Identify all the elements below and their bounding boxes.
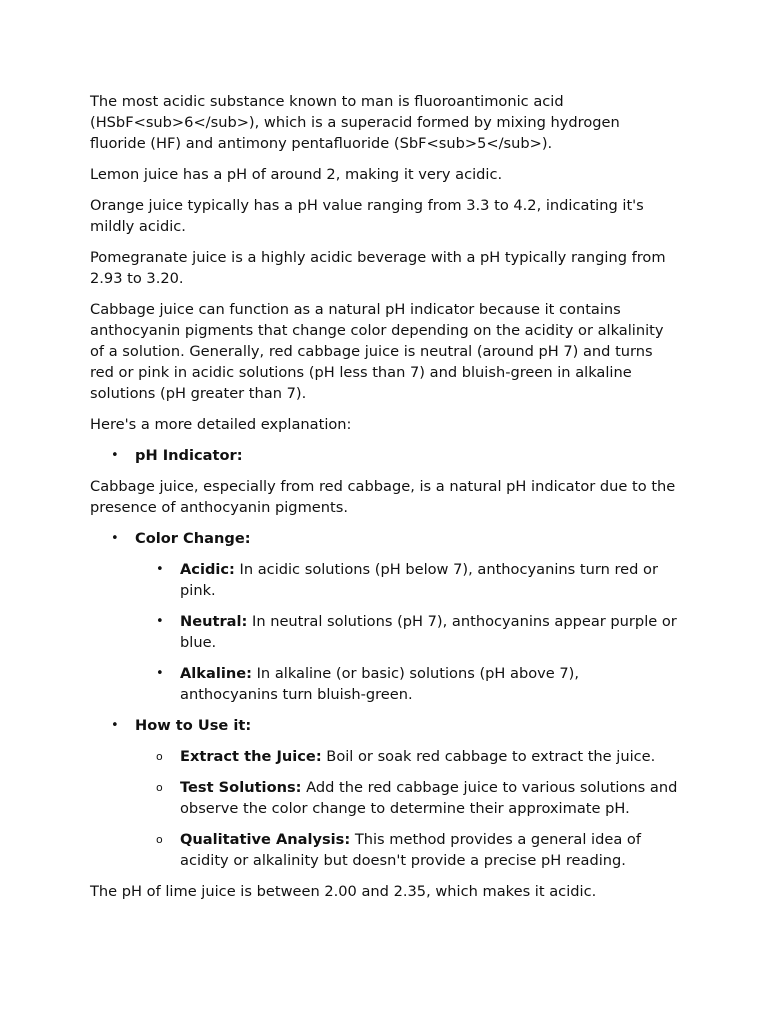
bullet-circle-icon bbox=[156, 777, 163, 798]
list-item-label: Neutral: bbox=[180, 613, 248, 630]
paragraph-lime-juice: The pH of lime juice is between 2.00 and 2.35, which makes it acidic. bbox=[90, 883, 597, 900]
list-item-ph-indicator bbox=[90, 445, 680, 466]
list-item-label: Acidic: bbox=[180, 561, 235, 578]
list-item-qualitative-analysis bbox=[90, 829, 680, 871]
list-item-heading: How to Use it: bbox=[135, 717, 252, 734]
list-item-text: This method provides a general idea of acidity or alkalinity but doesn't provide a precise pH reading. bbox=[180, 831, 641, 869]
paragraph-pomegranate-juice: Pomegranate juice is a highly acidic beverage with a pH typically ranging from 2.93 to 3.20. bbox=[90, 249, 666, 287]
list-item-color-change bbox=[90, 528, 680, 549]
list-item-how-to-use bbox=[90, 715, 680, 736]
list-item-extract-juice bbox=[90, 746, 680, 767]
list-item-label: Qualitative Analysis: bbox=[180, 831, 351, 848]
bullet-disc-icon bbox=[156, 611, 164, 632]
list-item-text: In alkaline (or basic) solutions (pH above 7), anthocyanins turn bluish-green. bbox=[180, 665, 580, 703]
bullet-disc-icon bbox=[156, 663, 164, 684]
paragraph-cabbage-indicator: Cabbage juice, especially from red cabbage, is a natural pH indicator due to the presence of anthocyanin pigments. bbox=[90, 478, 676, 516]
bullet-disc-icon bbox=[156, 559, 164, 580]
list-item-label: Alkaline: bbox=[180, 665, 252, 682]
bullet-disc-icon bbox=[111, 715, 119, 736]
paragraph-superacid: The most acidic substance known to man is fluoroantimonic acid (HSbF<sub>6</sub>), which is a superacid formed by mixing hydrogen fluoride (HF) and antimony pentafluoride (SbF<sub>5</sub>). bbox=[90, 93, 620, 152]
list-item-heading: pH Indicator: bbox=[135, 447, 243, 464]
list-item-text: In neutral solutions (pH 7), anthocyanins appear purple or blue. bbox=[180, 613, 677, 651]
paragraph-lemon-juice: Lemon juice has a pH of around 2, making it very acidic. bbox=[90, 166, 503, 183]
bullet-circle-icon bbox=[156, 829, 163, 850]
document-body bbox=[90, 91, 680, 912]
paragraph-cabbage-juice: Cabbage juice can function as a natural pH indicator because it contains anthocyanin pigments that change color depending on the acidity or alkalinity of a solution. Generally, red cabbage juice is neutral (around pH 7) and turns red or pink in acidic solutions (pH less than 7) and bluish-green in alkaline solutions (pH greater than 7). bbox=[90, 301, 664, 402]
list-item-text: In acidic solutions (pH below 7), anthocyanins turn red or pink. bbox=[180, 561, 658, 599]
list-item-neutral bbox=[90, 611, 680, 653]
list-item-label: Test Solutions: bbox=[180, 779, 302, 796]
list-item-text: Boil or soak red cabbage to extract the juice. bbox=[321, 748, 656, 765]
paragraph-detailed-intro: Here's a more detailed explanation: bbox=[90, 416, 352, 433]
list-item-test-solutions bbox=[90, 777, 680, 819]
list-item-alkaline bbox=[90, 663, 680, 705]
list-item-text: Add the red cabbage juice to various solutions and observe the color change to determine their approximate pH. bbox=[180, 779, 678, 817]
paragraph-orange-juice: Orange juice typically has a pH value ranging from 3.3 to 4.2, indicating it's mildly acidic. bbox=[90, 197, 644, 235]
bullet-disc-icon bbox=[111, 528, 119, 549]
list-item-heading: Color Change: bbox=[135, 530, 251, 547]
bullet-circle-icon bbox=[156, 746, 163, 767]
bullet-disc-icon bbox=[111, 445, 119, 466]
list-item-label: Extract the Juice: bbox=[180, 748, 322, 765]
list-item-acidic bbox=[90, 559, 680, 601]
